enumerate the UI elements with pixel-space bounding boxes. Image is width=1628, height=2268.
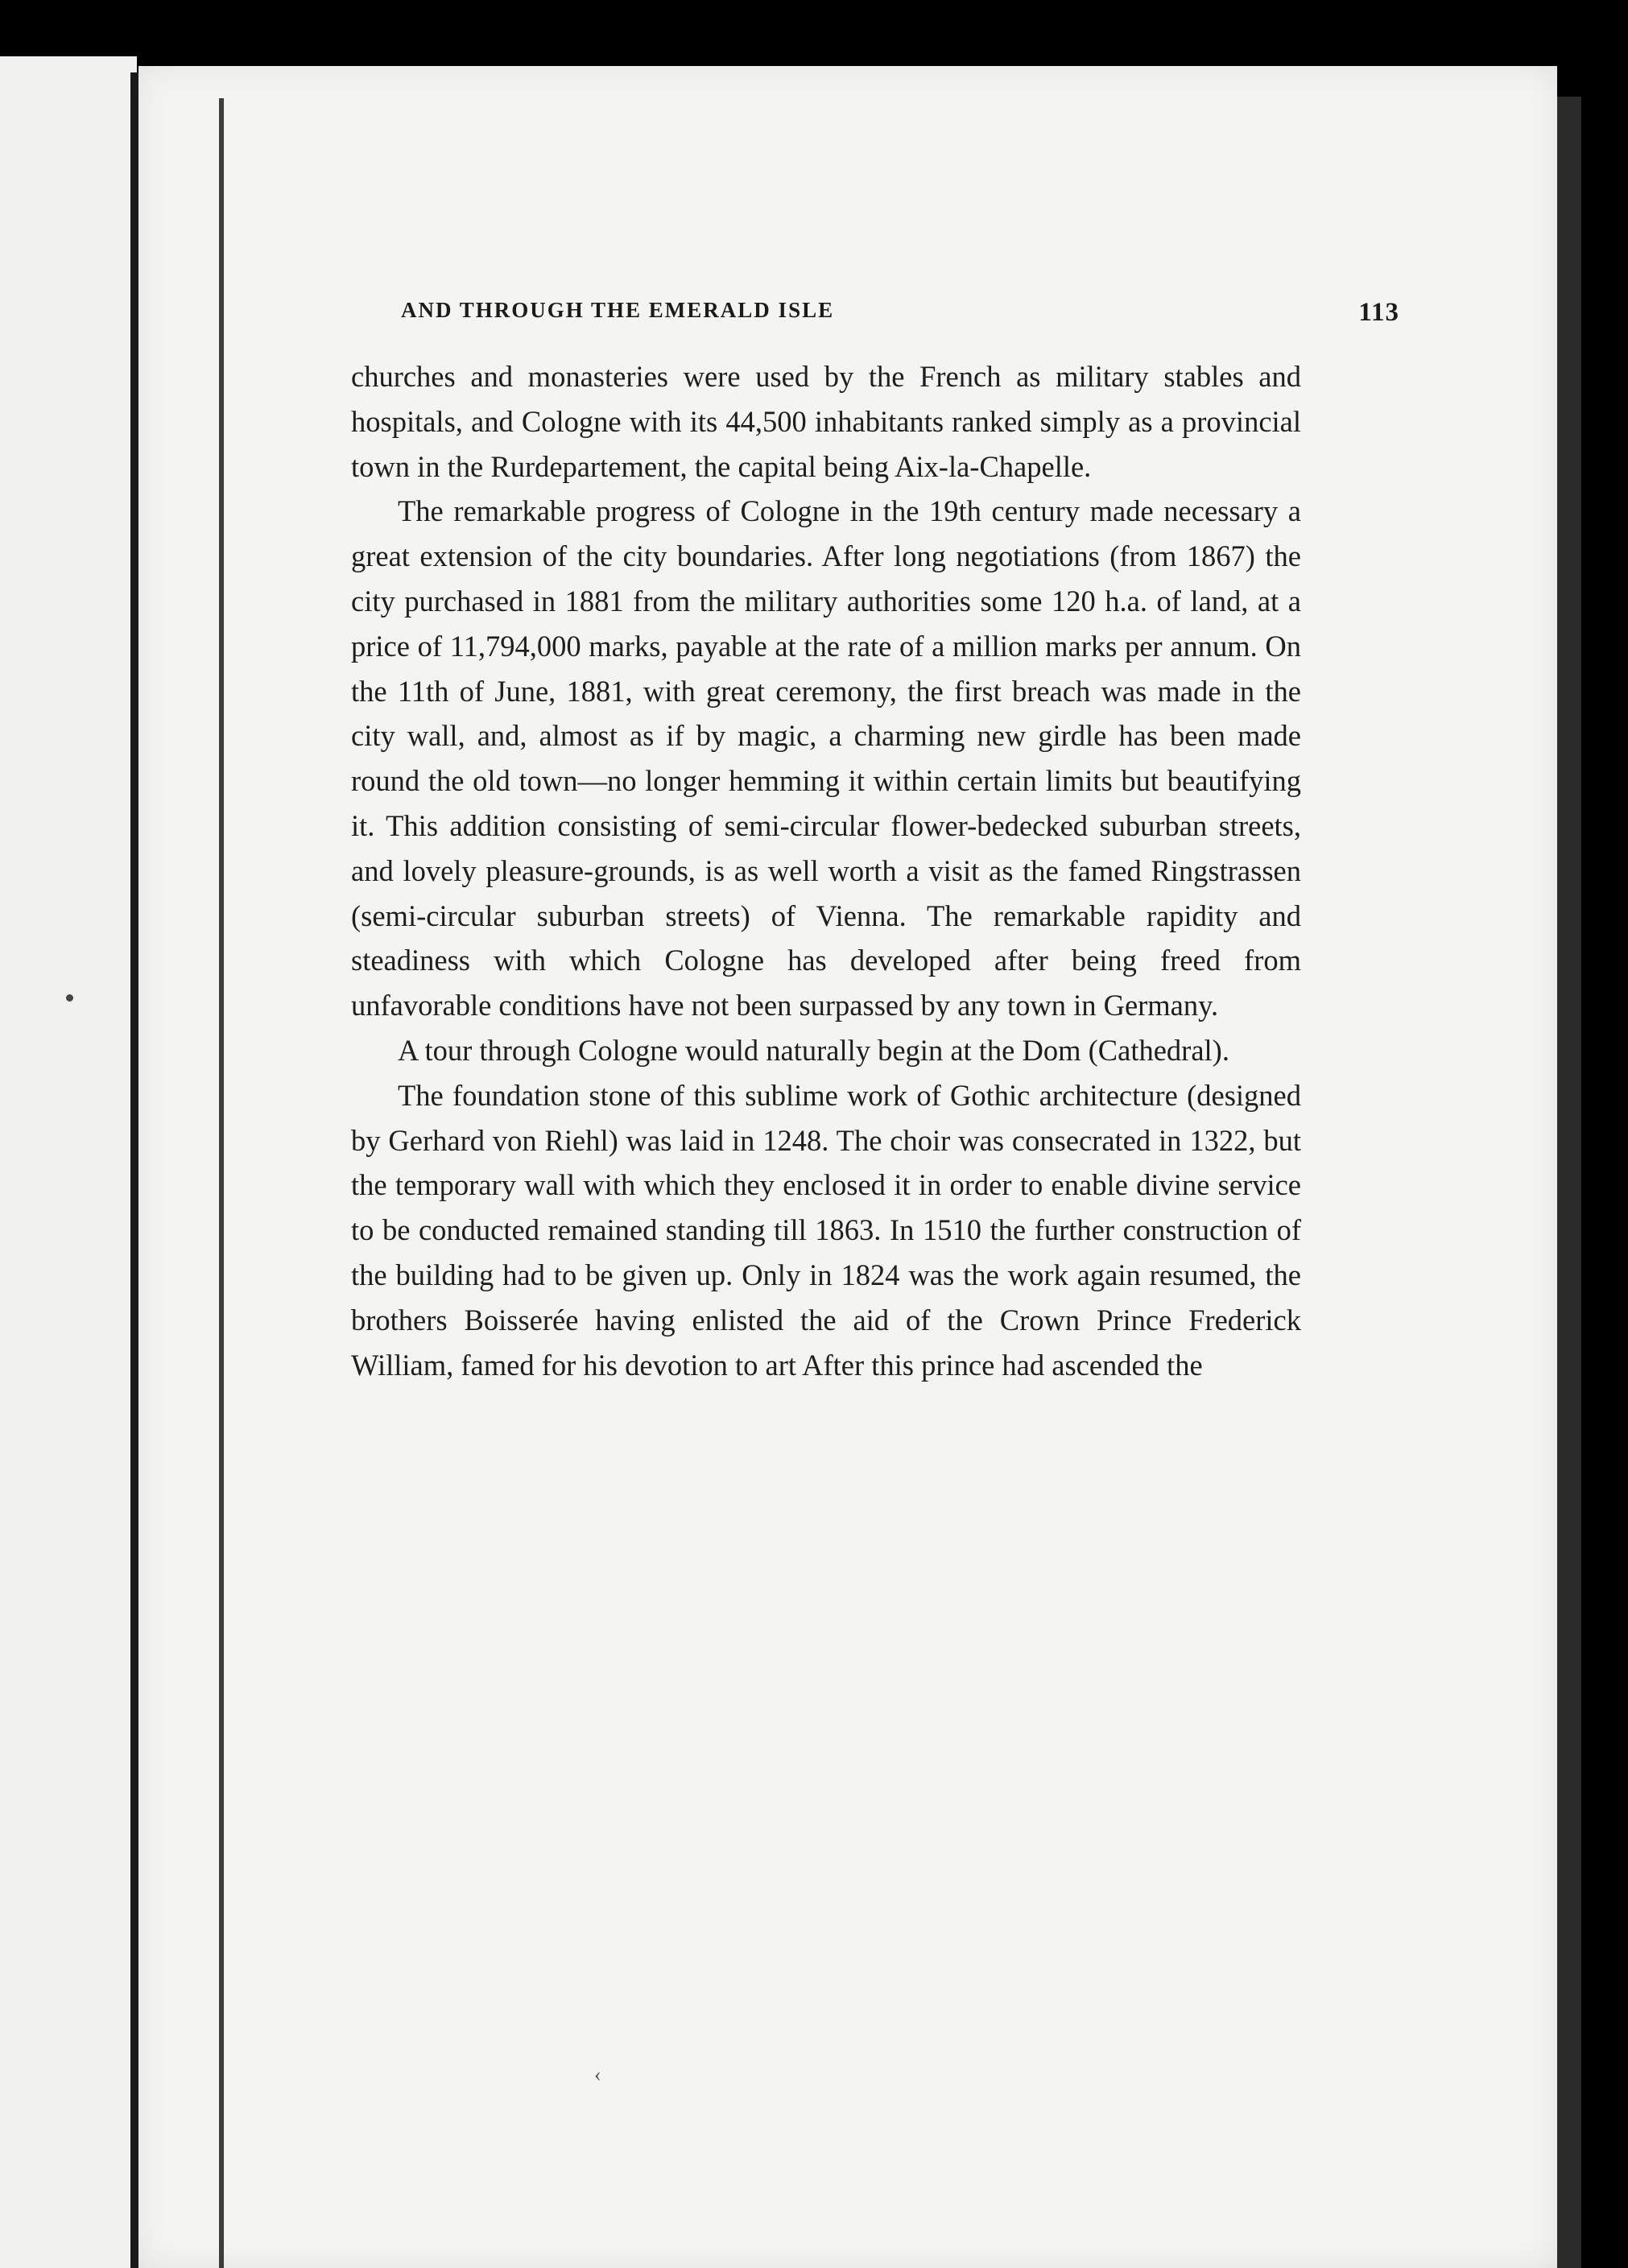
running-head-title: AND THROUGH THE EMERALD ISLE [401,298,835,322]
page-body [351,354,1301,1387]
page-number: 113 [1358,298,1399,327]
page-bottom-mark: ‹ [594,2063,601,2086]
paragraph-cathedral: The foundation stone of this sublime work of Gothic architecture (designed by Gerhard von Riehl) was laid in 1248. The choir was consecrated in 1322, but the temporary wall with which they enclosed it in order to enable divine service to be conducted remained standing till 1863. In 1510 the further construction of the building had to be given up. Only in 1824 was the work again resumed, the brothers Boisserée having enlisted the aid of the Crown Prince Frederick William, famed for his devotion to art After this prince had ascended the [351,1078,1301,1382]
paragraph-tour: A tour through Cologne would naturally begin at the Dom (Cathedral). [398,1033,1229,1067]
left-page-mark [66,994,73,1002]
paragraph-continuation: churches and monasteries were used by the French as military stables and hospitals, and Cologne with its 44,500 inhabitants ranked simply as a provincial town in the Rurdepartement, the capital being Aix-la-Chapelle. [351,360,1301,483]
left-facing-page [0,56,137,2268]
left-page-edge [130,72,138,2268]
page-gutter-line [219,98,224,2268]
paragraph-cologne-progress: The remarkable progress of Cologne in the 19th century made necessary a great extension of the city boundaries. After long negotiations (from 1867) the city purchased in 1881 from the military authorities some 120 h.a. of land, at a price of 11,794,000 marks, payable at the rate of a million marks per annum. On the 11th of June, 1881, with great ceremony, the first breach was made in the city wall, and, almost as if by magic, a charming new girdle has been made round the old town—no longer hemming it within certain limits but beautifying it. This addition consisting of semi-circular flower-bedecked suburban streets, and lovely pleasure-grounds, is as well worth a visit as the famed Ringstrassen (semi-circular suburban streets) of Vienna. The remarkable rapidity and steadiness with which Cologne has developed after being freed from unfavorable conditions have not been surpassed by any town in Germany. [351,494,1301,1022]
right-page-edges [1557,97,1581,2268]
